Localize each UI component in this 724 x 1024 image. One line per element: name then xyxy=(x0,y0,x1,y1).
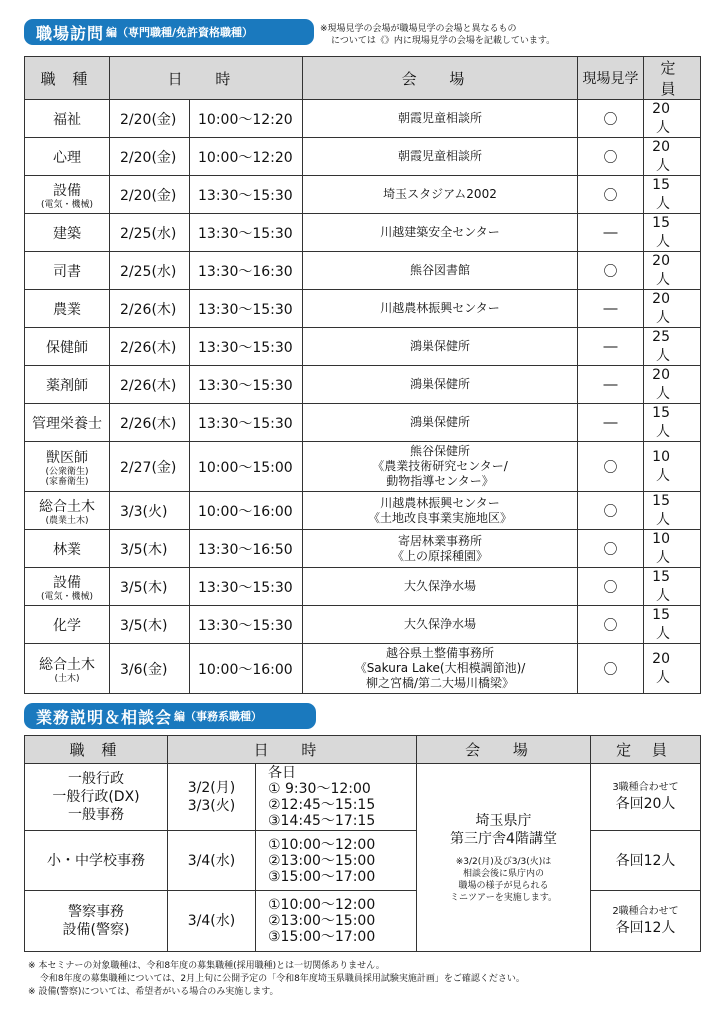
kind-label: 化学 xyxy=(53,617,81,634)
table-row xyxy=(25,442,701,492)
capacity-cell xyxy=(591,764,701,831)
header-venue: 会 場 xyxy=(303,57,578,100)
kind-label: 総合土木 xyxy=(39,656,95,673)
kind-cell xyxy=(25,138,110,176)
kind-cell xyxy=(25,176,110,214)
table-row xyxy=(25,644,701,694)
kind-sub-label: (農業土木) xyxy=(45,515,89,526)
time-cell: 13:30～15:30 xyxy=(190,606,303,644)
table-row xyxy=(25,176,701,214)
table-row xyxy=(25,404,701,442)
date-cell: 2/26(木) xyxy=(110,290,190,328)
site-visit-cell: 〇 xyxy=(578,176,644,214)
capacity-cell: 15人 xyxy=(644,404,701,442)
time-cell: 13:30～16:30 xyxy=(190,252,303,290)
kind-sub-label: (公衆衛生) (家畜衛生) xyxy=(45,466,89,487)
kind-label: 設備 xyxy=(53,182,81,199)
section1-title-main: 職場訪問 xyxy=(36,23,105,43)
venue-cell: 川越農林振興センター 《土地改良事業実施地区》 xyxy=(303,492,578,530)
date-cell: 3/6(金) xyxy=(110,644,190,694)
venue-cell: 熊谷図書館 xyxy=(303,252,578,290)
venue-cell: 越谷県土整備事務所 《Sakura Lake(大相模調節池)/ 柳之宮橋/第二大場川橋梁》 xyxy=(303,644,578,694)
site-visit-cell: 〇 xyxy=(578,644,644,694)
capacity-note: 2職種合わせて xyxy=(612,906,679,917)
capacity-value: 各回12人 xyxy=(615,852,676,869)
table-header-row xyxy=(25,736,701,764)
kind-cell xyxy=(25,252,110,290)
date-cell: 2/20(金) xyxy=(110,100,190,138)
workplace-visit-table xyxy=(24,56,701,694)
capacity-cell: 20人 xyxy=(644,366,701,404)
time-cell: 10:00～12:20 xyxy=(190,100,303,138)
capacity-cell: 20人 xyxy=(644,138,701,176)
kind-label: 設備 xyxy=(53,574,81,591)
date-cell: 2/20(金) xyxy=(110,138,190,176)
kind-label: 福祉 xyxy=(53,111,81,128)
time-cell: 13:30～15:30 xyxy=(190,568,303,606)
capacity-cell xyxy=(591,831,701,891)
kind-cell: 一般行政 一般行政(DX) 一般事務 xyxy=(25,764,168,831)
capacity-cell: 25人 xyxy=(644,328,701,366)
table-row xyxy=(25,290,701,328)
site-visit-cell: ― xyxy=(578,366,644,404)
kind-cell xyxy=(25,492,110,530)
header-site-visit: 現場見学 xyxy=(578,57,644,100)
date-cell: 2/26(木) xyxy=(110,366,190,404)
kind-cell xyxy=(25,568,110,606)
kind-label: 総合土木 xyxy=(39,498,95,515)
table-row xyxy=(25,891,701,952)
venue-cell xyxy=(417,764,591,952)
header-kind: 職 種 xyxy=(25,736,168,764)
kind-cell xyxy=(25,100,110,138)
date-cell: 3/5(木) xyxy=(110,530,190,568)
date-cell: 3/2(月) 3/3(火) xyxy=(168,764,256,831)
header-capacity: 定 員 xyxy=(591,736,701,764)
kind-label: 心理 xyxy=(53,149,81,166)
kind-sub-label: (電気・機械) xyxy=(40,591,94,602)
time-cell: 13:30～15:30 xyxy=(190,404,303,442)
venue-name: 埼玉県庁 第三庁舎4階講堂 xyxy=(450,812,557,847)
date-cell: 2/25(水) xyxy=(110,214,190,252)
kind-label: 獣医師 xyxy=(46,449,88,466)
kind-cell: 小・中学校事務 xyxy=(25,831,168,891)
date-cell: 3/3(火) xyxy=(110,492,190,530)
kind-label: 林業 xyxy=(53,541,81,558)
table-row xyxy=(25,764,701,831)
venue-cell: 大久保浄水場 xyxy=(303,606,578,644)
table-header-row xyxy=(25,57,701,100)
kind-label: 農業 xyxy=(53,301,81,318)
capacity-cell: 15人 xyxy=(644,606,701,644)
site-visit-cell: 〇 xyxy=(578,442,644,492)
footnote: ※ 本セミナーの対象職種は、令和8年度の募集職種(採用職種)とは一切関係ありません。 xyxy=(28,961,385,971)
header-venue: 会 場 xyxy=(417,736,591,764)
kind-cell xyxy=(25,366,110,404)
date-cell: 3/4(水) xyxy=(168,891,256,952)
venue-cell: 鴻巣保健所 xyxy=(303,328,578,366)
section2-title-sub: 編（事務系職種） xyxy=(174,710,263,723)
site-visit-cell: ― xyxy=(578,290,644,328)
time-cell: 13:30～15:30 xyxy=(190,366,303,404)
capacity-cell: 10人 xyxy=(644,442,701,492)
site-visit-cell: 〇 xyxy=(578,100,644,138)
time-cell: 10:00～16:00 xyxy=(190,492,303,530)
venue-note-line1: ※現場見学の会場が職場見学の会場と異なるもの xyxy=(320,24,517,34)
footnote: 令和8年度の募集職種については、2月上旬に公開予定の「令和8年度埼玉県職員採用試験実施計画」をご確認ください。 xyxy=(28,974,525,984)
capacity-cell: 20人 xyxy=(644,100,701,138)
header-kind: 職 種 xyxy=(25,57,110,100)
times-cell: 各日 ① 9:30～12:00 ②12:45～15:15 ③14:45～17:15 xyxy=(256,764,417,831)
kind-cell xyxy=(25,404,110,442)
site-visit-cell: 〇 xyxy=(578,530,644,568)
site-visit-cell: 〇 xyxy=(578,138,644,176)
section1-title xyxy=(24,19,314,45)
date-cell: 2/26(木) xyxy=(110,328,190,366)
capacity-cell: 15人 xyxy=(644,492,701,530)
section2-title xyxy=(24,703,316,729)
time-cell: 13:30～15:30 xyxy=(190,214,303,252)
kind-label: 司書 xyxy=(53,263,81,280)
time-cell: 10:00～16:00 xyxy=(190,644,303,694)
time-cell: 13:30～15:30 xyxy=(190,176,303,214)
table-row xyxy=(25,568,701,606)
time-cell: 13:30～15:30 xyxy=(190,328,303,366)
capacity-cell: 20人 xyxy=(644,252,701,290)
section1-title-sub: 編（専門職種/免許資格職種） xyxy=(106,26,254,39)
footnotes xyxy=(28,960,525,999)
kind-label: 保健師 xyxy=(46,339,88,356)
capacity-cell xyxy=(591,891,701,952)
table-row xyxy=(25,530,701,568)
table-row xyxy=(25,252,701,290)
venue-cell: 寄居林業事務所 《上の原採種園》 xyxy=(303,530,578,568)
capacity-cell: 15人 xyxy=(644,568,701,606)
venue-cell: 朝霞児童相談所 xyxy=(303,100,578,138)
kind-label: 薬剤師 xyxy=(46,377,88,394)
times-cell: ①10:00～12:00 ②13:00～15:00 ③15:00～17:00 xyxy=(256,891,417,952)
capacity-cell: 10人 xyxy=(644,530,701,568)
table-row xyxy=(25,492,701,530)
table-row xyxy=(25,366,701,404)
venue-cell: 朝霞児童相談所 xyxy=(303,138,578,176)
capacity-cell: 15人 xyxy=(644,176,701,214)
kind-cell xyxy=(25,442,110,492)
date-cell: 3/5(木) xyxy=(110,606,190,644)
kind-cell xyxy=(25,328,110,366)
table-row xyxy=(25,606,701,644)
venue-cell: 鴻巣保健所 xyxy=(303,404,578,442)
kind-cell xyxy=(25,644,110,694)
date-cell: 3/4(水) xyxy=(168,831,256,891)
kind-label: 建築 xyxy=(53,225,81,242)
site-visit-cell: ― xyxy=(578,214,644,252)
table-row xyxy=(25,831,701,891)
site-visit-cell: 〇 xyxy=(578,492,644,530)
kind-cell xyxy=(25,530,110,568)
time-cell: 13:30～15:30 xyxy=(190,290,303,328)
time-cell: 13:30～16:50 xyxy=(190,530,303,568)
capacity-value: 各回20人 xyxy=(615,796,676,812)
date-cell: 2/20(金) xyxy=(110,176,190,214)
kind-cell: 警察事務 設備(警察) xyxy=(25,891,168,952)
table-row xyxy=(25,214,701,252)
header-datetime: 日 時 xyxy=(168,736,417,764)
capacity-cell: 20人 xyxy=(644,290,701,328)
venue-tour-note: ※3/2(月)及び3/3(火)は 相談会後に県庁内の 職場の様子が見られる ミニツアーを実施します。 xyxy=(449,856,557,903)
times-cell: ①10:00～12:00 ②13:00～15:00 ③15:00～17:00 xyxy=(256,831,417,891)
date-cell: 2/26(木) xyxy=(110,404,190,442)
kind-cell xyxy=(25,290,110,328)
date-cell: 2/25(水) xyxy=(110,252,190,290)
date-cell: 2/27(金) xyxy=(110,442,190,492)
table-row xyxy=(25,328,701,366)
venue-cell: 大久保浄水場 xyxy=(303,568,578,606)
venue-cell: 熊谷保健所 《農業技術研究センター/ 動物指導センター》 xyxy=(303,442,578,492)
section2-title-main: 業務説明＆相談会 xyxy=(36,707,173,727)
kind-sub-label: (土木) xyxy=(54,673,80,684)
site-visit-cell: ― xyxy=(578,328,644,366)
kind-label: 管理栄養士 xyxy=(32,415,102,432)
site-visit-cell: ― xyxy=(578,404,644,442)
table-row xyxy=(25,100,701,138)
capacity-cell: 20人 xyxy=(644,644,701,694)
kind-cell xyxy=(25,606,110,644)
venue-note-line2: については《》内に現場見学の会場を記載しています。 xyxy=(331,36,556,46)
venue-note xyxy=(320,23,555,47)
venue-cell: 川越農林振興センター xyxy=(303,290,578,328)
date-cell: 3/5(木) xyxy=(110,568,190,606)
site-visit-cell: 〇 xyxy=(578,606,644,644)
kind-cell xyxy=(25,214,110,252)
venue-cell: 埼玉スタジアム2002 xyxy=(303,176,578,214)
header-datetime: 日 時 xyxy=(110,57,303,100)
venue-cell: 川越建築安全センター xyxy=(303,214,578,252)
table-row xyxy=(25,138,701,176)
capacity-value: 各回12人 xyxy=(615,920,676,936)
time-cell: 10:00～12:20 xyxy=(190,138,303,176)
capacity-cell: 15人 xyxy=(644,214,701,252)
venue-cell: 鴻巣保健所 xyxy=(303,366,578,404)
header-capacity: 定 員 xyxy=(644,57,701,100)
footnote: ※ 設備(警察)については、希望者がいる場合のみ実施します。 xyxy=(28,987,279,997)
kind-sub-label: (電気・機械) xyxy=(40,199,94,210)
site-visit-cell: 〇 xyxy=(578,568,644,606)
briefing-table xyxy=(24,735,701,952)
time-cell: 10:00～15:00 xyxy=(190,442,303,492)
site-visit-cell: 〇 xyxy=(578,252,644,290)
capacity-note: 3職種合わせて xyxy=(612,782,679,793)
